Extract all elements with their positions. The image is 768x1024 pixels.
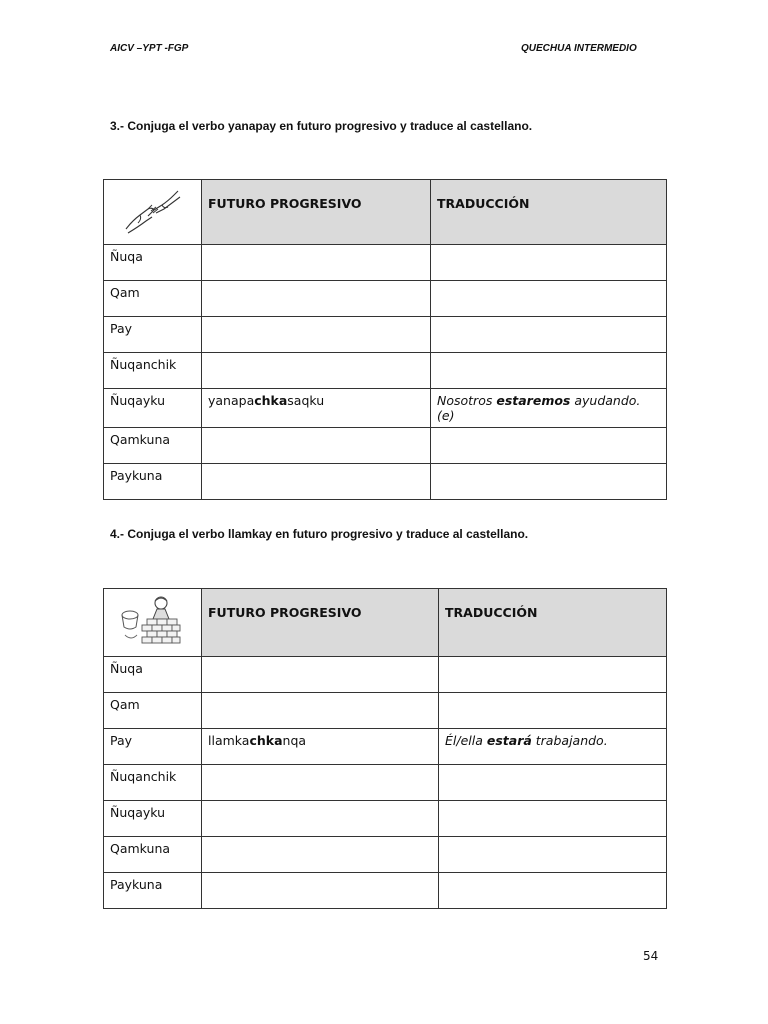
- pronoun-cell: Qam: [104, 281, 202, 317]
- verb-ending: nqa: [282, 733, 307, 748]
- table-row: [104, 873, 667, 909]
- verb-ending: saqku: [287, 393, 325, 408]
- exercise4-table: [103, 588, 667, 909]
- translation-cell[interactable]: [431, 281, 667, 317]
- pronoun-cell: Paykuna: [104, 873, 202, 909]
- answer-cell[interactable]: [202, 281, 431, 317]
- verb-progressive-suffix: chka: [249, 733, 283, 748]
- exercise4-col-future: FUTURO PROGRESIVO: [202, 589, 439, 657]
- answer-cell[interactable]: [202, 389, 431, 428]
- translation-cell[interactable]: [439, 765, 667, 801]
- table-row: [104, 693, 667, 729]
- translation-cell[interactable]: [439, 837, 667, 873]
- answer-cell[interactable]: [202, 245, 431, 281]
- pronoun-cell: Ñuqa: [104, 245, 202, 281]
- answer-cell[interactable]: [202, 317, 431, 353]
- table-row: [104, 729, 667, 765]
- verb-stem: yanapa: [208, 393, 255, 408]
- table-row: [104, 281, 667, 317]
- pronoun-cell: Ñuqanchik: [104, 353, 202, 389]
- pronoun-cell: Ñuqayku: [104, 801, 202, 837]
- pronoun-cell: Paykuna: [104, 464, 202, 500]
- translation-start: Nosotros: [437, 393, 497, 408]
- page-number: 54: [643, 949, 659, 963]
- table-row: [104, 837, 667, 873]
- answer-cell[interactable]: [202, 464, 431, 500]
- answer-cell[interactable]: [202, 353, 431, 389]
- answer-cell[interactable]: [202, 657, 439, 693]
- translation-cell[interactable]: [439, 729, 667, 765]
- answer-cell[interactable]: [202, 801, 439, 837]
- table-row: [104, 389, 667, 428]
- translation-cell[interactable]: [439, 801, 667, 837]
- exercise3-instruction: 3.- Conjuga el verbo yanapay en futuro progresivo y traduce al castellano.: [110, 119, 533, 133]
- verb-progressive-suffix: chka: [254, 393, 288, 408]
- table-row: [104, 353, 667, 389]
- translation-cell[interactable]: [431, 245, 667, 281]
- pronoun-cell: Qamkuna: [104, 837, 202, 873]
- translation-cell[interactable]: [431, 389, 667, 428]
- bricklayer-worker-icon: [117, 593, 189, 649]
- translation-start: Él/ella: [445, 733, 487, 748]
- table-row: [104, 657, 667, 693]
- translation-bold: estará: [486, 733, 532, 748]
- table-row: [104, 428, 667, 464]
- exercise4-instruction: 4.- Conjuga el verbo llamkay en futuro progresivo y traduce al castellano.: [110, 527, 529, 541]
- helping-hands-icon: [118, 185, 188, 237]
- answer-cell[interactable]: [202, 693, 439, 729]
- pronoun-cell: Pay: [104, 729, 202, 765]
- translation-cell[interactable]: [431, 464, 667, 500]
- translation-cell[interactable]: [431, 353, 667, 389]
- answer-cell[interactable]: [202, 729, 439, 765]
- exercise3-table: [103, 179, 667, 500]
- translation-end: ayudando. (e): [437, 393, 641, 423]
- translation-cell[interactable]: [431, 428, 667, 464]
- translation-cell[interactable]: [439, 873, 667, 909]
- translation-bold: estaremos: [496, 393, 571, 408]
- exercise3-col-translation: TRADUCCIÓN: [431, 180, 667, 245]
- pronoun-cell: Ñuqa: [104, 657, 202, 693]
- pronoun-cell: Pay: [104, 317, 202, 353]
- header-right: QUECHUA INTERMEDIO: [521, 43, 637, 54]
- table-row: [104, 245, 667, 281]
- exercise3-image-cell: [104, 180, 202, 245]
- pronoun-cell: Ñuqayku: [104, 389, 202, 428]
- table-row: [104, 464, 667, 500]
- verb-stem: llamka: [208, 733, 250, 748]
- answer-cell[interactable]: [202, 765, 439, 801]
- exercise4-image-cell: [104, 589, 202, 657]
- translation-end: trabajando.: [531, 733, 608, 748]
- table-row: [104, 317, 667, 353]
- table-row: [104, 801, 667, 837]
- pronoun-cell: Qamkuna: [104, 428, 202, 464]
- pronoun-cell: Ñuqanchik: [104, 765, 202, 801]
- table-row: [104, 765, 667, 801]
- translation-cell[interactable]: [439, 657, 667, 693]
- translation-cell[interactable]: [431, 317, 667, 353]
- exercise3-col-future: FUTURO PROGRESIVO: [202, 180, 431, 245]
- header-left: AICV –YPT -FGP: [110, 43, 189, 54]
- exercise4-col-translation: TRADUCCIÓN: [439, 589, 667, 657]
- answer-cell[interactable]: [202, 837, 439, 873]
- answer-cell[interactable]: [202, 873, 439, 909]
- answer-cell[interactable]: [202, 428, 431, 464]
- translation-cell[interactable]: [439, 693, 667, 729]
- pronoun-cell: Qam: [104, 693, 202, 729]
